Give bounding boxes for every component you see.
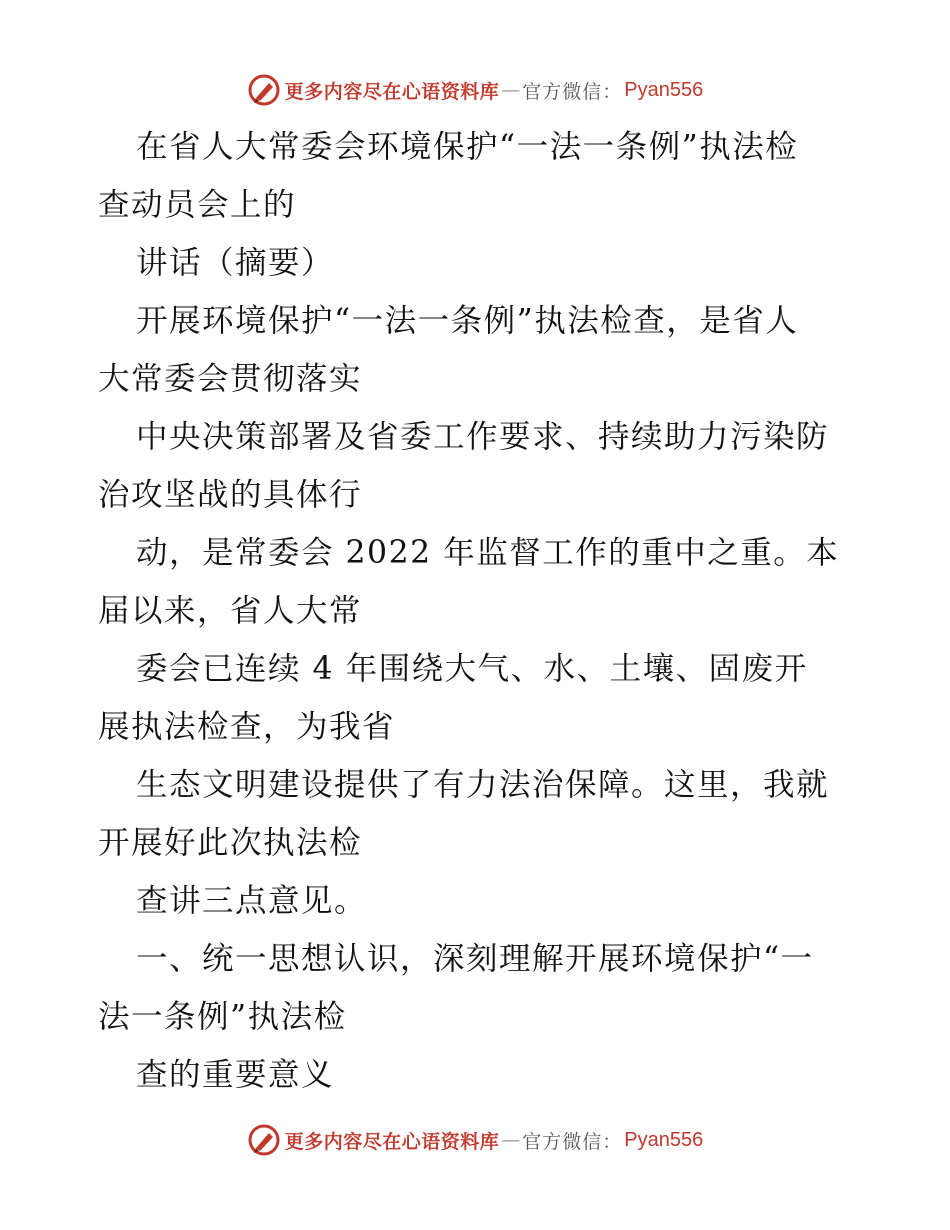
text-line: 治攻坚战的具体行 — [98, 477, 363, 513]
text-line: 一、统一思想认识，深刻理解开展环境保护“一 — [136, 941, 814, 977]
text-line: 开展环境保护“一法一条例”执法检查，是省人 — [136, 303, 799, 339]
document-body — [98, 118, 854, 1104]
banner-dash: — — [501, 1129, 521, 1151]
banner-dash: — — [501, 79, 521, 101]
text-line: 生态文明建设提供了有力法治保障。这里，我就 — [136, 767, 830, 803]
wechat-label: 官方微信： — [522, 80, 623, 103]
text-line: 查的重要意义 — [136, 1057, 335, 1093]
promo-text: 更多内容尽在心语资料库 — [284, 1130, 500, 1153]
text-line: 中央决策部署及省委工作要求、持续助力污染防 — [136, 419, 830, 455]
text-line: 查动员会上的 — [98, 187, 297, 223]
text-line: 在省人大常委会环境保护“一法一条例”执法检 — [136, 129, 799, 165]
pen-logo-icon — [247, 73, 281, 107]
text-line: 届以来，省人大常 — [98, 593, 363, 629]
text-line: 开展好此次执法检 — [98, 825, 363, 861]
wechat-id: Pyan556 — [624, 78, 704, 101]
text-line: 动，是常委会 2022 年监督工作的重中之重。本 — [136, 535, 840, 571]
pen-logo-icon — [247, 1123, 281, 1157]
promo-text: 更多内容尽在心语资料库 — [284, 80, 500, 103]
footer-banner — [0, 1120, 950, 1160]
header-banner — [0, 70, 950, 110]
text-line: 查讲三点意见。 — [136, 883, 368, 919]
wechat-id: Pyan556 — [624, 1128, 704, 1151]
text-line: 大常委会贯彻落实 — [98, 361, 363, 397]
text-line: 委会已连续 4 年围绕大气、水、土壤、固废开 — [136, 651, 808, 687]
wechat-label: 官方微信： — [522, 1130, 623, 1153]
text-line: 法一条例”执法检 — [98, 999, 347, 1035]
text-line: 讲话（摘要） — [136, 245, 335, 281]
text-line: 展执法检查，为我省 — [98, 709, 396, 745]
